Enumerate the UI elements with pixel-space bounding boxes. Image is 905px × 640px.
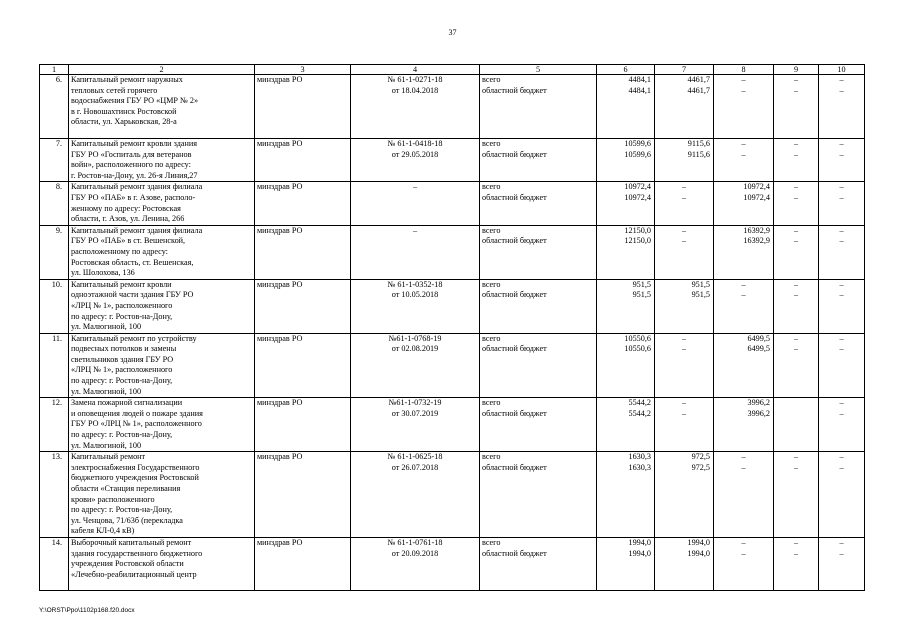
funding-source-cell bbox=[480, 182, 597, 225]
amount-value: – bbox=[793, 344, 799, 354]
amount-value: – bbox=[793, 225, 799, 235]
amount-cell-col6 bbox=[597, 139, 655, 182]
object-name-line: подвесных потолков и замены bbox=[71, 344, 177, 354]
object-name-line: Капитальный ремонт здания филиала bbox=[71, 225, 203, 235]
amount-cell-col7 bbox=[655, 537, 714, 590]
document-cell bbox=[351, 75, 480, 139]
amount-cell-col7 bbox=[655, 398, 714, 452]
funding-source-line: областной бюджет bbox=[482, 85, 547, 95]
object-name-line: «ЛРЦ № 1», расположенного bbox=[71, 300, 173, 310]
document-line: № 61-1-0761-18 bbox=[387, 537, 443, 547]
amount-value: 4484,1 bbox=[628, 85, 651, 95]
object-name-cell bbox=[69, 139, 255, 182]
document-line: – bbox=[412, 182, 418, 192]
amount-cell-col8 bbox=[714, 279, 774, 333]
row-number-cell: 12. bbox=[40, 398, 69, 452]
amount-value: – bbox=[793, 85, 799, 95]
object-name-line: ул. Малюгиной, 100 bbox=[71, 440, 142, 450]
amount-cell-col6 bbox=[597, 225, 655, 279]
amount-value: – bbox=[839, 344, 844, 354]
table-row bbox=[40, 398, 865, 452]
header-cell: 8 bbox=[714, 65, 774, 75]
organization-cell: минздрав РО bbox=[255, 279, 351, 333]
funding-source-line: областной бюджет bbox=[482, 290, 547, 300]
object-name-line: женному по адресу: Ростовская bbox=[71, 203, 181, 213]
object-name-line: Капитальный ремонт здания филиала bbox=[71, 182, 203, 192]
object-name-line: области «Станция переливания bbox=[71, 484, 181, 493]
amount-cell-col7 bbox=[655, 279, 714, 333]
object-name-line: тепловых сетей горячего bbox=[71, 85, 158, 95]
amount-cell-col9 bbox=[774, 225, 819, 279]
amount-value: 16392,9 bbox=[743, 236, 770, 246]
funding-source-line: всего bbox=[482, 452, 501, 462]
organization-cell: минздрав РО bbox=[255, 225, 351, 279]
amount-value: – bbox=[839, 75, 844, 84]
document-line: № 61-1-0271-18 bbox=[387, 75, 443, 84]
amount-cell-col6 bbox=[597, 333, 655, 398]
amount-value: 951,5 bbox=[632, 290, 651, 300]
amount-value: – bbox=[793, 149, 799, 159]
organization-cell: минздрав РО bbox=[255, 333, 351, 398]
object-name-line: ул. Ченцова, 71/63б (перекладка bbox=[71, 515, 183, 525]
amount-cell-col8 bbox=[714, 139, 774, 182]
budget-table bbox=[39, 64, 865, 591]
amount-value: – bbox=[839, 290, 844, 300]
table-row bbox=[40, 452, 865, 538]
funding-source-line: всего bbox=[482, 333, 501, 343]
amount-value: – bbox=[793, 537, 799, 547]
amount-value: – bbox=[839, 149, 844, 159]
object-name-line: кабеля КЛ-0,4 кВ) bbox=[71, 526, 135, 536]
object-name-line: ГБУ РО «Госпиталь для ветеранов bbox=[71, 149, 192, 159]
object-name-cell bbox=[69, 537, 255, 590]
funding-source-line: всего bbox=[482, 225, 501, 235]
row-number-cell: 6. bbox=[40, 75, 69, 139]
organization-cell: минздрав РО bbox=[255, 182, 351, 225]
funding-source-line: всего bbox=[482, 537, 501, 547]
object-name-line: одноэтажной части здания ГБУ РО bbox=[71, 290, 194, 300]
document-cell bbox=[351, 139, 480, 182]
funding-source-line: областной бюджет bbox=[482, 462, 547, 472]
amount-value: 9115,6 bbox=[687, 139, 710, 148]
amount-value: – bbox=[839, 452, 844, 462]
funding-source-cell bbox=[480, 139, 597, 182]
object-name-line: здания государственного бюджетного bbox=[71, 548, 203, 558]
organization-cell: минздрав РО bbox=[255, 139, 351, 182]
object-name-line: «Лечебно-реабилитационный центр bbox=[71, 569, 197, 579]
amount-value: – bbox=[793, 279, 799, 289]
amount-value: – bbox=[793, 462, 799, 472]
amount-value: – bbox=[839, 192, 844, 202]
amount-value: 10972,4 bbox=[743, 182, 770, 192]
funding-source-line: областной бюджет bbox=[482, 408, 547, 418]
header-cell: 9 bbox=[774, 65, 819, 75]
amount-value: 10972,4 bbox=[624, 192, 651, 202]
amount-value: – bbox=[793, 75, 799, 84]
amount-value: – bbox=[793, 452, 799, 462]
amount-cell-col9 bbox=[774, 279, 819, 333]
amount-value: – bbox=[839, 236, 844, 246]
amount-value: 3996,2 bbox=[747, 408, 770, 418]
funding-source-line: областной бюджет bbox=[482, 149, 547, 159]
amount-cell-col6 bbox=[597, 182, 655, 225]
document-line: № 61-1-0352-18 bbox=[387, 279, 443, 289]
amount-value: 12150,0 bbox=[624, 225, 651, 235]
document-cell bbox=[351, 537, 480, 590]
object-name-line: по адресу: г. Ростов-на-Дону, bbox=[71, 430, 173, 440]
amount-value: 972,5 bbox=[691, 452, 710, 462]
header-cell: 7 bbox=[655, 65, 714, 75]
amount-value: – bbox=[681, 192, 687, 202]
amount-value: – bbox=[793, 182, 799, 192]
object-name-cell bbox=[69, 279, 255, 333]
amount-value: 9115,6 bbox=[687, 149, 710, 159]
object-name-line: ГБУ РО «ЛРЦ № 1», расположенного bbox=[71, 419, 202, 429]
row-number-cell: 14. bbox=[40, 537, 69, 590]
document-line: от 02.08.2019 bbox=[391, 344, 439, 354]
amount-cell-col10 bbox=[819, 279, 865, 333]
amount-value: – bbox=[793, 139, 799, 148]
object-name-line: электроснабжения Государственного bbox=[71, 462, 200, 472]
object-name-line: ГБУ РО «ПАБ» в ст. Вешенской, bbox=[71, 236, 186, 246]
amount-value: – bbox=[793, 290, 799, 300]
amount-value: 4461,7 bbox=[687, 75, 710, 84]
funding-source-cell bbox=[480, 333, 597, 398]
row-number-cell: 13. bbox=[40, 452, 69, 538]
header-cell: 1 bbox=[40, 65, 69, 75]
amount-cell-col6 bbox=[597, 398, 655, 452]
object-name-line: ул. Малюгиной, 100 bbox=[71, 322, 142, 332]
amount-cell-col10 bbox=[819, 452, 865, 538]
amount-value: – bbox=[741, 85, 746, 95]
document-line: от 29.05.2018 bbox=[391, 149, 439, 159]
amount-value: – bbox=[839, 462, 844, 472]
table-row bbox=[40, 139, 865, 182]
object-name-line: светильников здания ГБУ РО bbox=[71, 354, 174, 364]
table-row bbox=[40, 225, 865, 279]
amount-value: 5544,2 bbox=[628, 398, 651, 408]
amount-value: 6499,5 bbox=[747, 333, 770, 343]
amount-value: 1994,0 bbox=[628, 548, 651, 558]
file-path-footer: Y:\ORST\Ppo\1102p168.f20.docx bbox=[39, 607, 135, 614]
amount-value: – bbox=[681, 236, 687, 246]
object-name-line: расположенному по адресу: bbox=[71, 246, 168, 256]
row-number-cell: 9. bbox=[40, 225, 69, 279]
amount-cell-col6 bbox=[597, 75, 655, 139]
object-name-line: Капитальный ремонт наружных bbox=[71, 75, 183, 84]
object-name-line: г. Ростов-на-Дону, ул. 26-я Линия,27 bbox=[71, 170, 198, 180]
object-name-line: области, г. Азов, ул. Ленина, 266 bbox=[71, 214, 185, 224]
amount-cell-col10 bbox=[819, 75, 865, 139]
amount-value: – bbox=[741, 149, 746, 159]
amount-cell-col6 bbox=[597, 452, 655, 538]
amount-value: 10599,6 bbox=[624, 139, 651, 148]
amount-value: 10972,4 bbox=[743, 192, 770, 202]
amount-value: 10550,6 bbox=[624, 344, 651, 354]
document-line: №61-1-0768-19 bbox=[388, 333, 442, 343]
document-line: от 20.09.2018 bbox=[391, 548, 439, 558]
table-row bbox=[40, 279, 865, 333]
object-name-line: «ЛРЦ № 1», расположенного bbox=[71, 365, 173, 375]
amount-cell-col7 bbox=[655, 139, 714, 182]
object-name-line: Капитальный ремонт кровли bbox=[71, 279, 172, 289]
object-name-line: бюджетного учреждения Ростовской bbox=[71, 473, 199, 483]
page-number: 37 bbox=[448, 28, 457, 37]
document-line: №61-1-0732-19 bbox=[388, 398, 442, 408]
header-cell: 3 bbox=[255, 65, 351, 75]
amount-value: – bbox=[681, 408, 687, 418]
document-cell bbox=[351, 225, 480, 279]
row-number-cell: 8. bbox=[40, 182, 69, 225]
amount-value: – bbox=[839, 408, 844, 418]
amount-cell-col8 bbox=[714, 333, 774, 398]
document-cell bbox=[351, 182, 480, 225]
amount-value: – bbox=[681, 333, 687, 343]
amount-cell-col10 bbox=[819, 333, 865, 398]
amount-value: – bbox=[839, 139, 844, 148]
amount-cell-col10 bbox=[819, 225, 865, 279]
organization-cell: минздрав РО bbox=[255, 398, 351, 452]
amount-value: 1994,0 bbox=[687, 537, 710, 547]
amount-value: 4461,7 bbox=[687, 85, 710, 95]
amount-value: 972,5 bbox=[691, 462, 710, 472]
amount-value: – bbox=[741, 462, 746, 472]
amount-cell-col7 bbox=[655, 182, 714, 225]
amount-value: 5544,2 bbox=[628, 408, 651, 418]
row-number-cell: 10. bbox=[40, 279, 69, 333]
object-name-line: ул. Шолохова, 136 bbox=[71, 268, 135, 278]
object-name-line: по адресу: г. Ростов-на-Дону, bbox=[71, 505, 173, 515]
amount-cell-col7 bbox=[655, 225, 714, 279]
funding-source-line: всего bbox=[482, 398, 501, 408]
amount-value: 1994,0 bbox=[628, 537, 651, 547]
amount-cell-col8 bbox=[714, 537, 774, 590]
object-name-line: водоснабжения ГБУ РО «ЦМР № 2» bbox=[71, 96, 199, 106]
amount-value: – bbox=[741, 290, 746, 300]
object-name-line: области, ул. Харьковская, 28-а bbox=[71, 117, 177, 127]
table-body bbox=[40, 65, 865, 591]
amount-value: – bbox=[839, 537, 844, 547]
amount-value: 10550,6 bbox=[624, 333, 651, 343]
amount-cell-col9 bbox=[774, 182, 819, 225]
amount-cell-col8 bbox=[714, 398, 774, 452]
amount-value: 4484,1 bbox=[628, 75, 651, 84]
amount-value: – bbox=[681, 225, 687, 235]
object-name-line: по адресу: г. Ростов-на-Дону, bbox=[71, 376, 173, 386]
row-number-cell: 11. bbox=[40, 333, 69, 398]
row-number-cell: 7. bbox=[40, 139, 69, 182]
header-cell: 2 bbox=[69, 65, 255, 75]
document-line: № 61-1-0625-18 bbox=[387, 452, 443, 462]
amount-value: 1630,3 bbox=[628, 462, 651, 472]
funding-source-cell bbox=[480, 398, 597, 452]
amount-value: – bbox=[741, 452, 746, 462]
header-cell: 5 bbox=[480, 65, 597, 75]
amount-cell-col8 bbox=[714, 225, 774, 279]
object-name-line: войн», расположенного по адресу: bbox=[71, 160, 191, 170]
amount-cell-col10 bbox=[819, 398, 865, 452]
funding-source-line: всего bbox=[482, 279, 501, 289]
header-row bbox=[40, 65, 865, 75]
table-row bbox=[40, 537, 865, 590]
amount-value: – bbox=[793, 192, 799, 202]
amount-cell-col10 bbox=[819, 537, 865, 590]
amount-cell-col10 bbox=[819, 182, 865, 225]
header-cell: 10 bbox=[819, 65, 865, 75]
amount-value: 10599,6 bbox=[624, 149, 651, 159]
object-name-line: Капитальный ремонт bbox=[71, 452, 146, 462]
amount-cell-col9 bbox=[774, 537, 819, 590]
object-name-line: ГБУ РО «ПАБ» в г. Азове, располо- bbox=[71, 192, 196, 202]
object-name-cell bbox=[69, 398, 255, 452]
amount-cell-col9 bbox=[774, 75, 819, 139]
amount-value: – bbox=[839, 333, 844, 343]
amount-value: 10972,4 bbox=[624, 182, 651, 192]
document-cell bbox=[351, 333, 480, 398]
object-name-line: ул. Малюгиной, 100 bbox=[71, 386, 142, 396]
amount-value: – bbox=[839, 548, 844, 558]
amount-cell-col9 bbox=[774, 452, 819, 538]
document-line: – bbox=[412, 225, 418, 235]
organization-cell: минздрав РО bbox=[255, 537, 351, 590]
amount-cell-col9 bbox=[774, 333, 819, 398]
object-name-line: Капитальный ремонт кровли здания bbox=[71, 139, 198, 148]
amount-value: – bbox=[793, 333, 799, 343]
document-line: от 30.07.2019 bbox=[391, 408, 439, 418]
amount-value: 16392,9 bbox=[743, 225, 770, 235]
object-name-line: в г. Новошахтинск Ростовской bbox=[71, 106, 177, 116]
object-name-line: Капитальный ремонт по устройству bbox=[71, 333, 197, 343]
funding-source-line: областной бюджет bbox=[482, 548, 547, 558]
table-row bbox=[40, 75, 865, 139]
amount-value: – bbox=[839, 225, 844, 235]
amount-cell-col8 bbox=[714, 452, 774, 538]
amount-cell-col6 bbox=[597, 537, 655, 590]
amount-cell-col7 bbox=[655, 75, 714, 139]
object-name-cell bbox=[69, 452, 255, 538]
amount-value: – bbox=[681, 344, 687, 354]
amount-value: – bbox=[741, 139, 746, 148]
header-cell: 4 bbox=[351, 65, 480, 75]
object-name-line: учреждения Ростовской области bbox=[71, 559, 184, 569]
object-name-cell bbox=[69, 225, 255, 279]
amount-value: – bbox=[793, 548, 799, 558]
amount-value: – bbox=[741, 548, 746, 558]
amount-cell-col7 bbox=[655, 452, 714, 538]
funding-source-line: областной бюджет bbox=[482, 236, 547, 246]
funding-source-cell bbox=[480, 279, 597, 333]
object-name-line: и оповещения людей о пожаре здания bbox=[71, 408, 203, 418]
amount-value: – bbox=[839, 182, 844, 192]
document-line: от 10.05.2018 bbox=[391, 290, 439, 300]
object-name-cell bbox=[69, 333, 255, 398]
organization-cell: минздрав РО bbox=[255, 452, 351, 538]
amount-value: 1630,3 bbox=[628, 452, 651, 462]
amount-cell-col9 bbox=[774, 139, 819, 182]
amount-cell-col10 bbox=[819, 139, 865, 182]
document-cell bbox=[351, 452, 480, 538]
table-row bbox=[40, 182, 865, 225]
amount-value: – bbox=[793, 236, 799, 246]
funding-source-cell bbox=[480, 75, 597, 139]
object-name-cell bbox=[69, 182, 255, 225]
amount-cell-col8 bbox=[714, 182, 774, 225]
amount-value: 951,5 bbox=[632, 279, 651, 289]
amount-value: – bbox=[681, 398, 687, 408]
amount-cell-col7 bbox=[655, 333, 714, 398]
document-line: от 26.07.2018 bbox=[391, 462, 439, 472]
amount-value: – bbox=[839, 279, 844, 289]
amount-cell-col8 bbox=[714, 75, 774, 139]
amount-value: – bbox=[741, 75, 746, 84]
funding-source-line: всего bbox=[482, 139, 501, 148]
funding-source-cell bbox=[480, 537, 597, 590]
amount-value: 12150,0 bbox=[624, 236, 651, 246]
amount-value: 1994,0 bbox=[687, 548, 710, 558]
object-name-line: Ростовская область, ст. Вешенская, bbox=[71, 257, 194, 267]
document-cell bbox=[351, 398, 480, 452]
header-cell: 6 bbox=[597, 65, 655, 75]
amount-value: 3996,2 bbox=[747, 398, 770, 408]
organization-cell: минздрав РО bbox=[255, 75, 351, 139]
amount-value: – bbox=[741, 537, 746, 547]
funding-source-cell bbox=[480, 452, 597, 538]
amount-value: – bbox=[839, 398, 844, 408]
amount-cell-col9 bbox=[774, 398, 819, 452]
amount-value: 6499,5 bbox=[747, 344, 770, 354]
funding-source-line: всего bbox=[482, 182, 501, 192]
amount-value: – bbox=[741, 279, 746, 289]
funding-source-line: областной бюджет bbox=[482, 344, 547, 354]
object-name-line: крови» расположенного bbox=[71, 494, 155, 504]
object-name-cell bbox=[69, 75, 255, 139]
funding-source-line: областной бюджет bbox=[482, 192, 547, 202]
amount-value: – bbox=[839, 85, 844, 95]
object-name-line: по адресу: г. Ростов-на-Дону, bbox=[71, 311, 173, 321]
amount-value: 951,5 bbox=[691, 290, 710, 300]
document-line: № 61-1-0418-18 bbox=[387, 139, 443, 148]
funding-source-cell bbox=[480, 225, 597, 279]
document-cell bbox=[351, 279, 480, 333]
object-name-line: Замена пожарной сигнализации bbox=[71, 398, 183, 408]
funding-source-line: всего bbox=[482, 75, 501, 84]
amount-cell-col6 bbox=[597, 279, 655, 333]
document-line: от 18.04.2018 bbox=[391, 85, 439, 95]
amount-value: 951,5 bbox=[691, 279, 710, 289]
object-name-line: Выборочный капитальный ремонт bbox=[71, 537, 192, 547]
table-row bbox=[40, 333, 865, 398]
amount-value: – bbox=[681, 182, 687, 192]
